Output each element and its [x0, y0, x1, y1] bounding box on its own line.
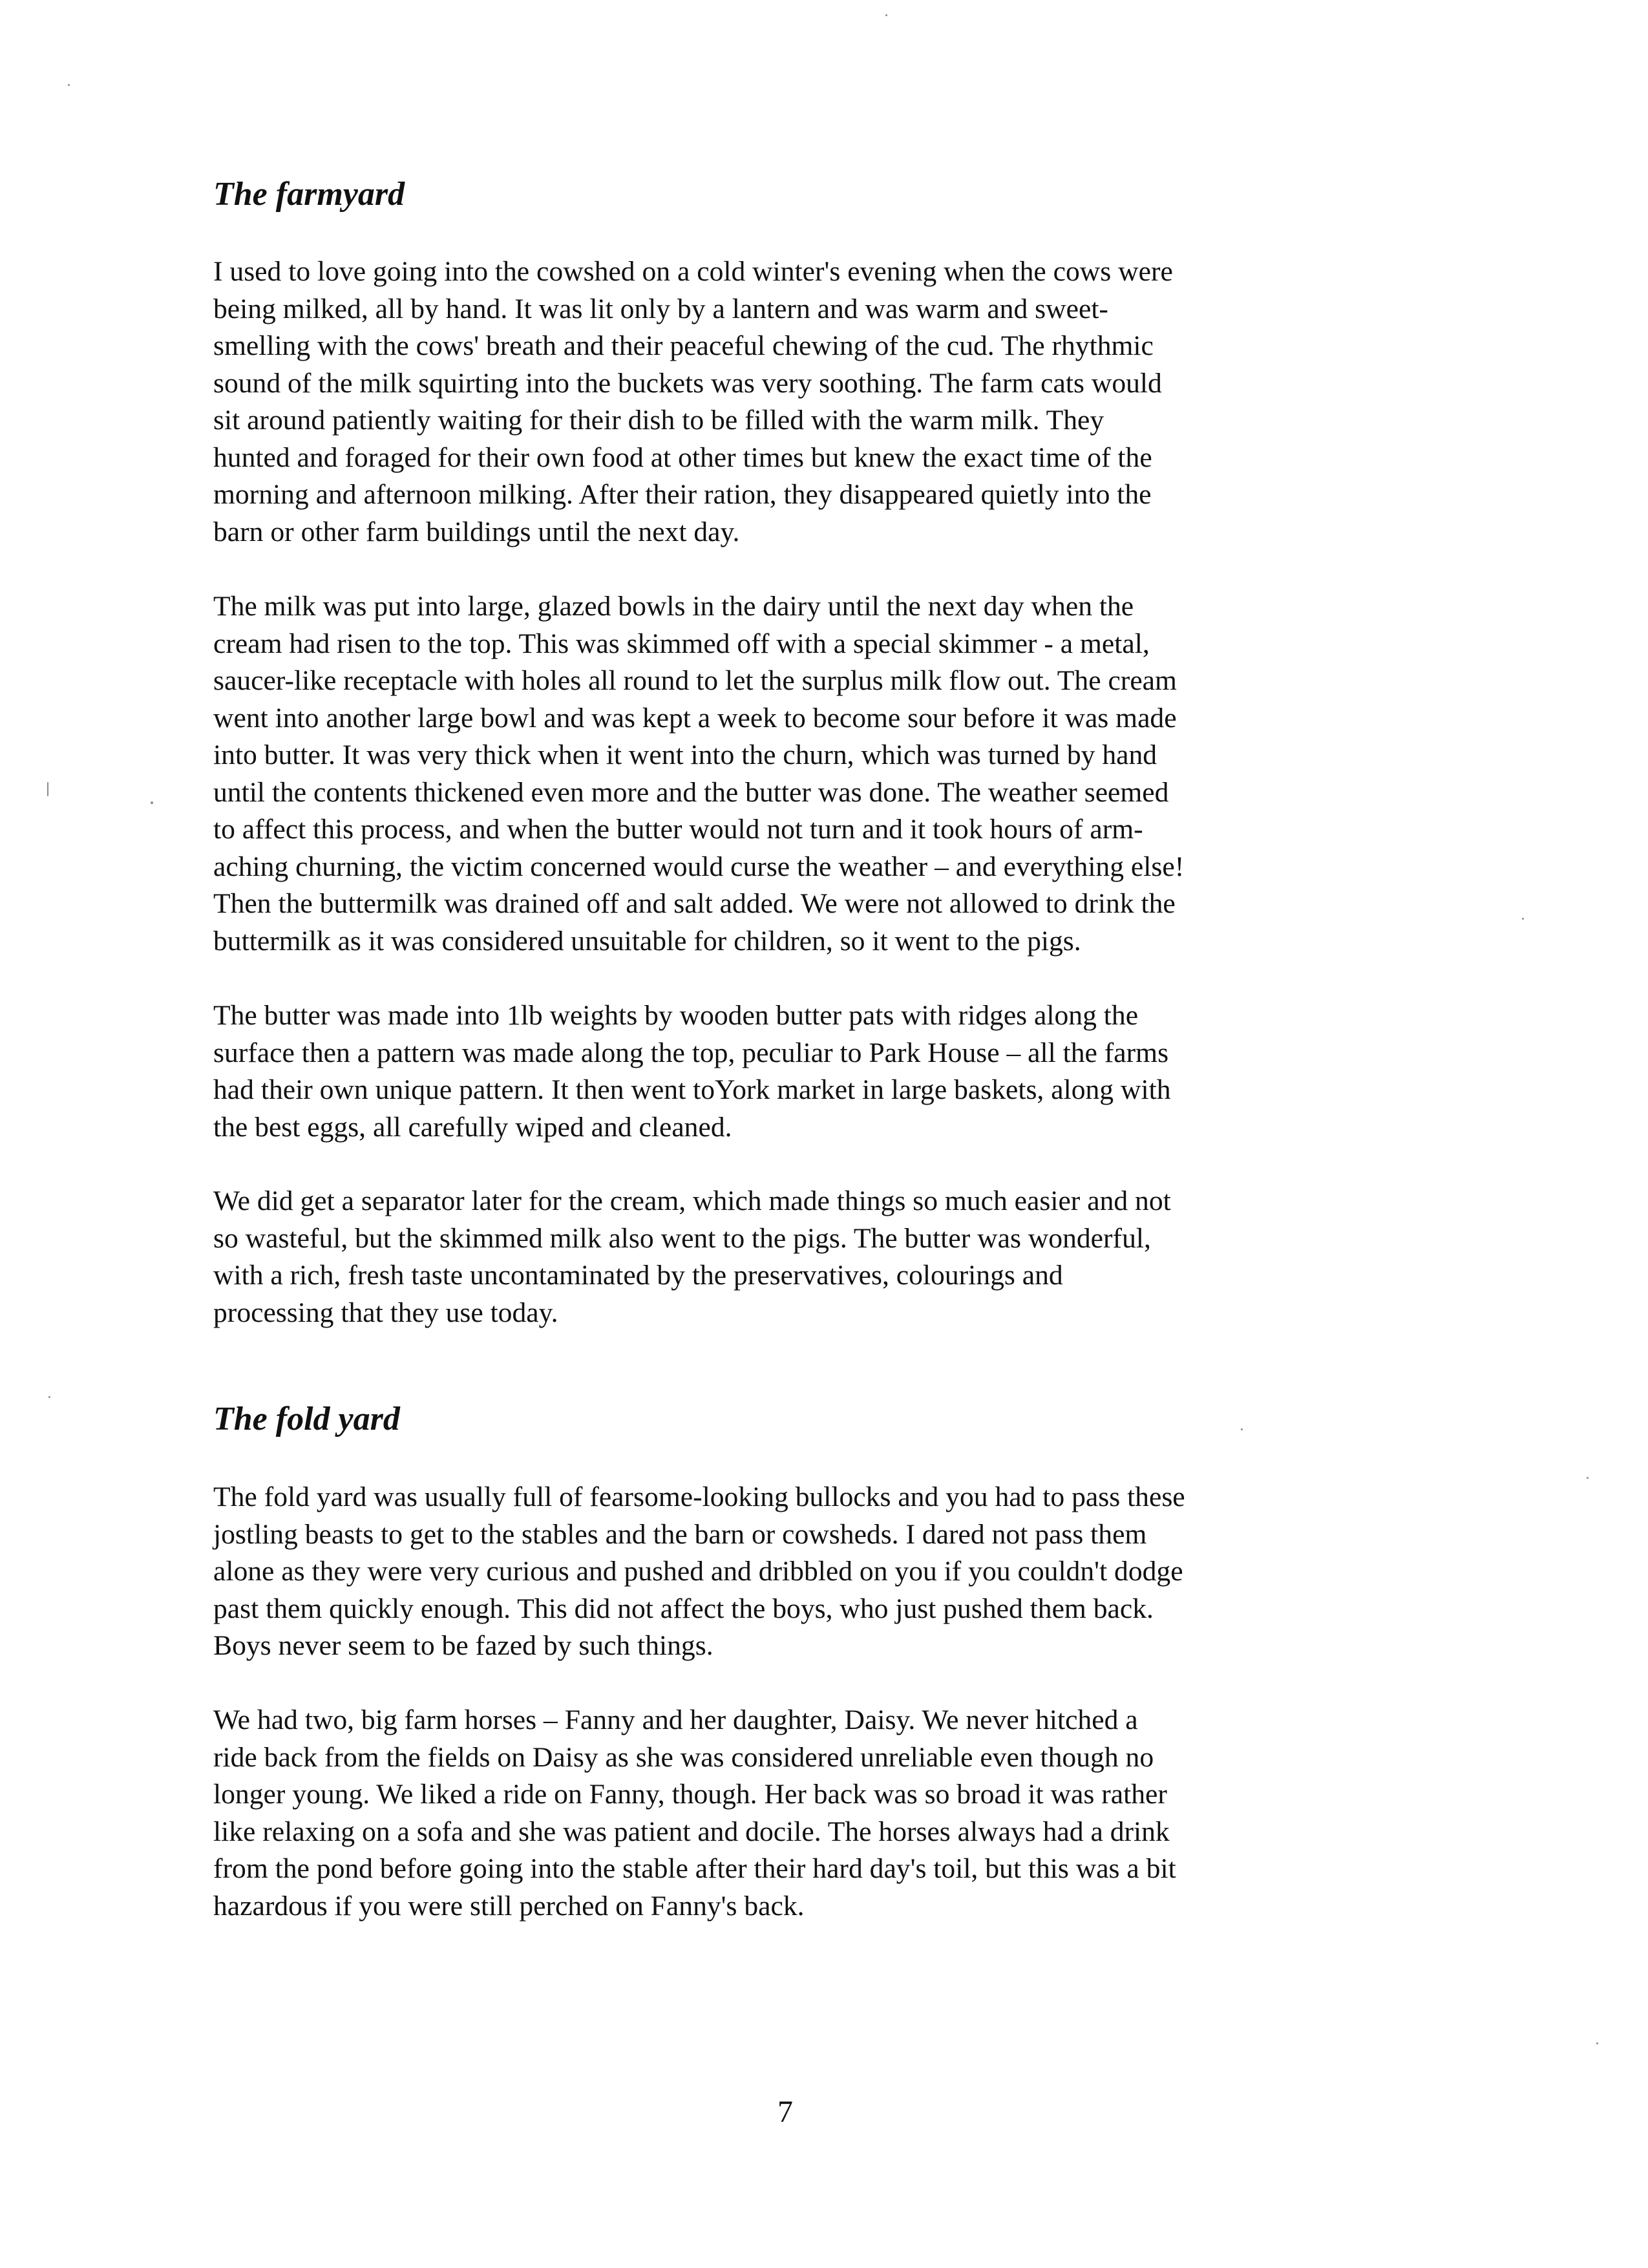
paragraph [213, 1702, 1422, 1925]
text-line: past them quickly enough. This did not affect the boys, who just pushed them back. [213, 1593, 1154, 1624]
text-line: buttermilk as it was considered unsuitable for children, so it went to the pigs. [213, 925, 1081, 957]
text-line: Boys never seem to be fazed by such things. [213, 1630, 713, 1661]
text-line: morning and afternoon milking. After their ration, they disappeared quietly into the [213, 479, 1152, 510]
text-line: aching churning, the victim concerned would curse the weather – and everything else! [213, 851, 1185, 882]
scan-speck [1522, 918, 1524, 920]
paragraph [213, 1183, 1422, 1331]
scan-speck [1241, 1428, 1243, 1430]
text-line: had their own unique pattern. It then went toYork market in large baskets, along with [213, 1074, 1171, 1105]
section-heading-farmyard: The farmyard [213, 176, 405, 213]
text-line: I used to love going into the cowshed on a cold winter's evening when the cows were [213, 256, 1173, 287]
paragraph [213, 1479, 1422, 1665]
text-line: into butter. It was very thick when it went into the churn, which was turned by hand [213, 739, 1157, 770]
paragraph [213, 997, 1422, 1146]
text-line: sit around patiently waiting for their dish to be filled with the warm milk. They [213, 405, 1104, 436]
text-line: hazardous if you were still perched on Fanny's back. [213, 1890, 805, 1922]
text-line: The fold yard was usually full of fearsome-looking bullocks and you had to pass these [213, 1481, 1185, 1512]
scan-speck [885, 14, 887, 16]
text-line: to affect this process, and when the butter would not turn and it took hours of arm- [213, 814, 1143, 845]
text-line: The milk was put into large, glazed bowls in the dairy until the next day when the [213, 591, 1134, 622]
text-line: saucer-like receptacle with holes all round to let the surplus milk flow out. The cream [213, 665, 1177, 696]
text-line: sound of the milk squirting into the buckets was very soothing. The farm cats would [213, 367, 1162, 399]
text-line: cream had risen to the top. This was skimmed off with a special skimmer - a metal, [213, 628, 1150, 659]
text-line: barn or other farm buildings until the next day. [213, 516, 740, 547]
text-line: with a rich, fresh taste uncontaminated by the preservatives, colourings and [213, 1260, 1063, 1291]
text-line: longer young. We liked a ride on Fanny, though. Her back was so broad it was rather [213, 1779, 1167, 1810]
text-line: alone as they were very curious and pushed and dribbled on you if you couldn't dodge [213, 1556, 1183, 1587]
paragraph [213, 253, 1422, 551]
text-line: from the pond before going into the stable after their hard day's toil, but this was a bit [213, 1853, 1176, 1884]
text-line: went into another large bowl and was kept a week to become sour before it was made [213, 702, 1177, 734]
text-line: so wasteful, but the skimmed milk also went to the pigs. The butter was wonderful, [213, 1222, 1151, 1254]
text-line: like relaxing on a sofa and she was patient and docile. The horses always had a drink [213, 1816, 1170, 1847]
scan-speck [1596, 2042, 1598, 2044]
text-line: The butter was made into 1lb weights by wooden butter pats with ridges along the [213, 1000, 1139, 1031]
section-heading-fold-yard: The fold yard [213, 1401, 400, 1437]
scan-speck [151, 801, 153, 804]
text-line: being milked, all by hand. It was lit only by a lantern and was warm and sweet- [213, 293, 1108, 324]
text-line: surface then a pattern was made along the top, peculiar to Park House – all the farms [213, 1037, 1169, 1068]
text-line: We had two, big farm horses – Fanny and her daughter, Daisy. We never hitched a [213, 1704, 1138, 1735]
text-line: hunted and foraged for their own food at other times but knew the exact time of the [213, 441, 1152, 473]
text-line: jostling beasts to get to the stables and the barn or cowsheds. I dared not pass them [213, 1518, 1147, 1550]
text-line: Then the buttermilk was drained off and salt added. We were not allowed to drink the [213, 888, 1176, 919]
page-number: 7 [777, 2095, 793, 2129]
text-line: smelling with the cows' breath and their peaceful chewing of the cud. The rhythmic [213, 330, 1154, 361]
text-line: the best eggs, all carefully wiped and cleaned. [213, 1111, 732, 1143]
scan-speck [68, 84, 70, 86]
paragraph [213, 588, 1422, 960]
scan-speck [47, 782, 48, 796]
text-line: processing that they use today. [213, 1297, 558, 1328]
scan-speck [1587, 1477, 1589, 1479]
text-line: until the contents thickened even more and the butter was done. The weather seemed [213, 776, 1169, 808]
text-line: ride back from the fields on Daisy as she was considered unreliable even though no [213, 1741, 1154, 1773]
text-line: We did get a separator later for the cream, which made things so much easier and not [213, 1185, 1171, 1216]
scan-speck [48, 1396, 50, 1398]
